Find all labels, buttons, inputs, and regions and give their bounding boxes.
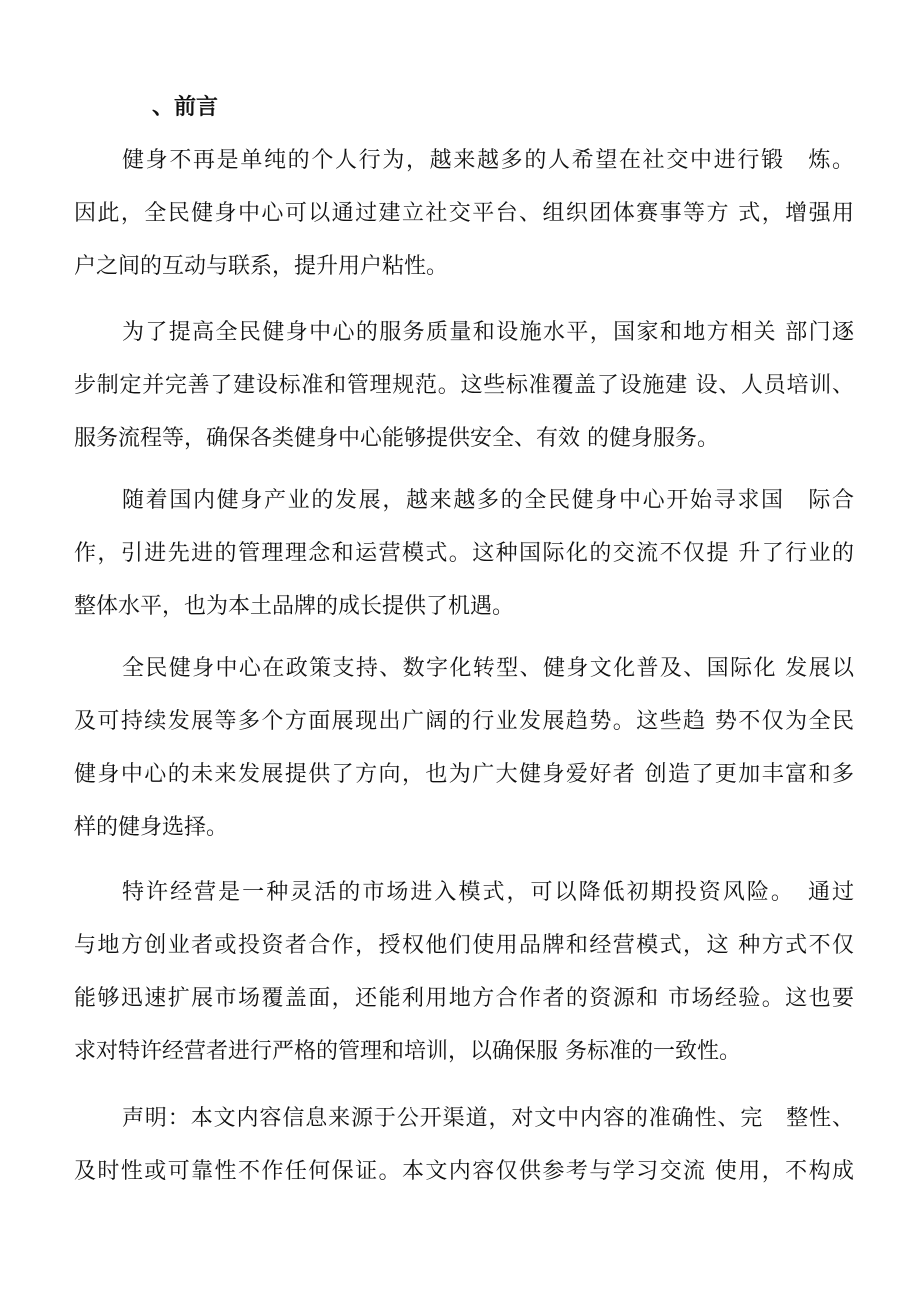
paragraph-line: 声明：本文内容信息来源于公开渠道，对文中内容的准确性、完 整性、 <box>122 1106 854 1131</box>
paragraph-2 <box>74 306 854 465</box>
section-heading: 、前言 <box>152 94 219 120</box>
paragraph-line: 健身中心的未来发展提供了方向，也为广大健身爱好者 创造了更加丰富和多 <box>74 762 854 787</box>
paragraph-4 <box>74 642 854 854</box>
paragraph-line: 为了提高全民健身中心的服务质量和设施水平，国家和地方相关 部门逐 <box>122 320 854 345</box>
paragraph-line: 与地方创业者或投资者合作，授权他们使用品牌和经营模式，这 种方式不仅 <box>74 933 854 958</box>
paragraph-line: 整体水平，也为本土品牌的成长提供了机遇。 <box>74 594 515 619</box>
paragraph-line: 样的健身选择。 <box>74 815 229 840</box>
paragraph-line: 随着国内健身产业的发展，越来越多的全民健身中心开始寻求国 际合 <box>122 488 854 513</box>
paragraph-1 <box>74 134 854 293</box>
paragraph-line: 及时性或可靠性不作任何保证。本文内容仅供参考与学习交流 使用，不构成 <box>74 1159 854 1184</box>
paragraph-line: 特许经营是一种灵活的市场进入模式，可以降低初期投资风险。 通过 <box>122 880 854 905</box>
paragraph-6 <box>74 1092 854 1198</box>
paragraph-3 <box>74 474 854 633</box>
paragraph-5 <box>74 866 854 1078</box>
paragraph-line: 服务流程等，确保各类健身中心能够提供安全、有效 的健身服务。 <box>74 426 719 451</box>
paragraph-line: 全民健身中心在政策支持、数字化转型、健身文化普及、国际化 发展以 <box>122 656 854 681</box>
paragraph-line: 及可持续发展等多个方面展现出广阔的行业发展趋势。这些趋 势不仅为全民 <box>74 709 854 734</box>
paragraph-line: 因此，全民健身中心可以通过建立社交平台、组织团体赛事等方 式，增强用 <box>74 201 854 226</box>
paragraph-line: 求对特许经营者进行严格的管理和培训，以确保服 务标准的一致性。 <box>74 1039 741 1064</box>
paragraph-line: 户之间的互动与联系，提升用户粘性。 <box>74 254 449 279</box>
paragraph-line: 步制定并完善了建设标准和管理规范。这些标准覆盖了设施建 设、人员培训、 <box>74 373 854 398</box>
paragraph-line: 能够迅速扩展市场覆盖面，还能利用地方合作者的资源和 市场经验。这也要 <box>74 986 854 1011</box>
paragraph-line: 作，引进先进的管理理念和运营模式。这种国际化的交流不仅提 升了行业的 <box>74 541 854 566</box>
paragraph-line: 健身不再是单纯的个人行为，越来越多的人希望在社交中进行锻 炼。 <box>122 148 854 173</box>
